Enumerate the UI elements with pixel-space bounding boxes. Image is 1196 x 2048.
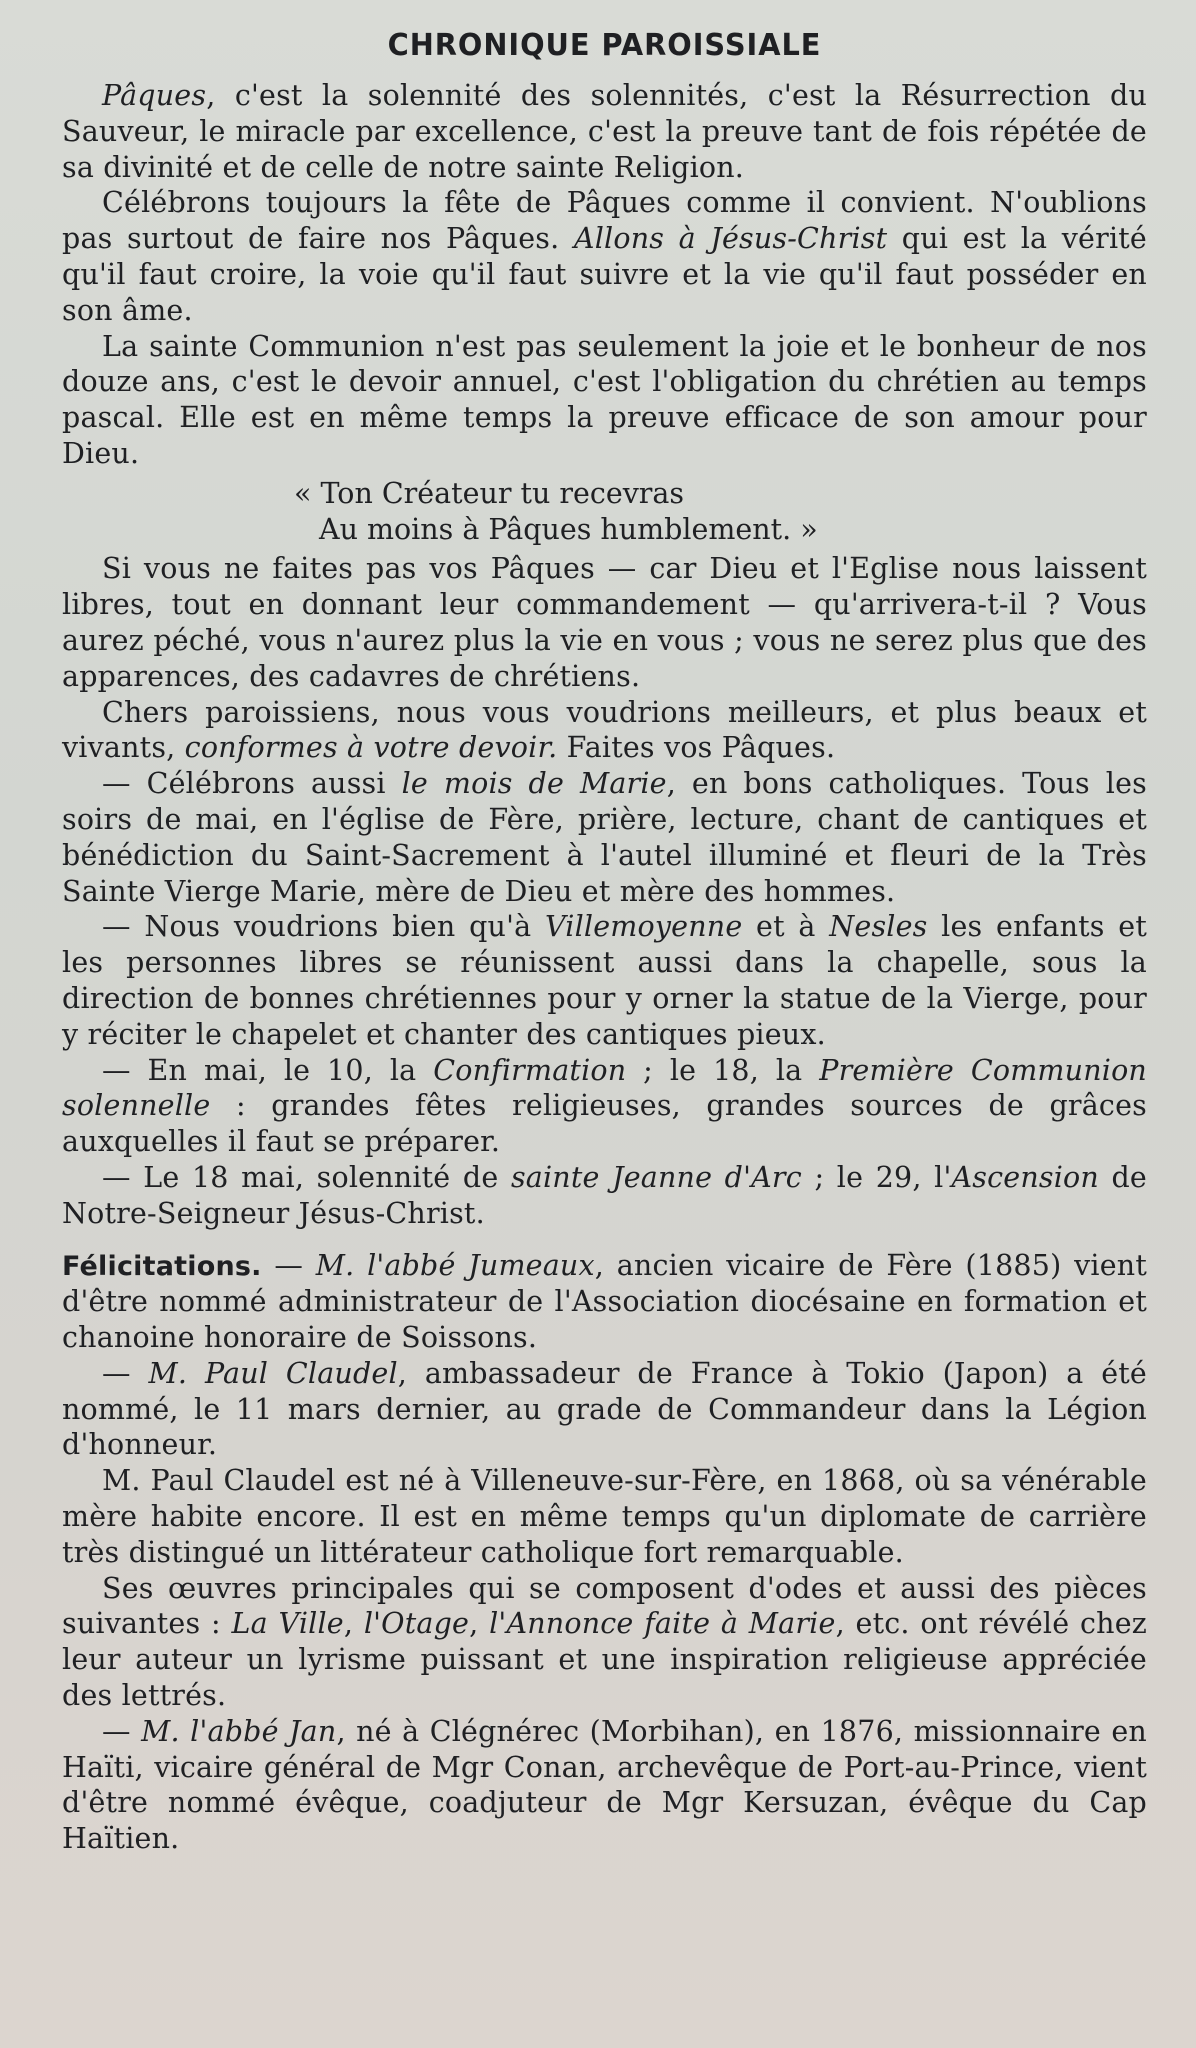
text-run: , en bons catholiques. Tous les soirs de mai, en l'église de Fère, prière, lecture, chant de cantiques et bénédiction du Saint-Sacrement à l'autel illuminé et fleuri de la Très Sainte Vierge Marie, mère de Dieu et mère des hommes. (62, 767, 1147, 908)
italic-text: Allons à Jésus-Christ (573, 222, 888, 256)
text-run: Ses œuvres principales qui se composent d'odes et aussi des pièces suivantes : (62, 1571, 1147, 1641)
paragraph-paul-claudel (62, 1356, 1147, 1463)
text-run: les enfants et les personnes libres se réunissent aussi dans la chapelle, sous la direction de bonnes chrétiennes pour y orner la statue de la Vierge, pour y réciter le chapelet et chanter des cantiques pieux. (62, 910, 1147, 1051)
text-run: Célébrons toujours la fête de Pâques comme il convient. N'oublions pas surtout de faire nos Pâques. (62, 186, 1147, 256)
verse-quote (62, 476, 1147, 548)
text-run: Chers paroissiens, nous vous voudrions meilleurs, et plus beaux et vivants, (62, 695, 1147, 765)
paragraph-mois-de-marie (62, 766, 1147, 909)
document-page (62, 18, 1147, 1857)
text-run: Faites vos Pâques. (557, 731, 836, 765)
text-run: , ancien vicaire de Fère (1885) vient d'être nommé administrateur de l'Association diocésaine en formation et chanoine honoraire de Soissons. (62, 1248, 1147, 1355)
text-run: — Le 18 mai, solennité de (102, 1160, 511, 1194)
text-run: — Nous voudrions bien qu'à (102, 910, 545, 944)
text-run: ; le 29, l' (801, 1160, 952, 1194)
text-run: , etc. ont révélé chez leur auteur un lyrisme puissant et une inspiration religieuse appréciée des lettrés. (62, 1607, 1148, 1713)
text-run: , né à Clégnérec (Morbihan), en 1876, missionnaire en Haïti, vicaire général de Mgr Conan, archevêque de Port-au-Prince, vient d'être nommé évêque, coadjuteur de Mgr Kersuzan, évêque du Cap Haïtien. (62, 1714, 1147, 1856)
paragraph-claudel-bio: M. Paul Claudel est né à Villeneuve-sur-Fère, en 1868, où sa vénérable mère habite encore. Il est en même temps qu'un diplomate de carrière très distingué un littérateur catholique fort remarquable. (62, 1464, 1147, 1569)
text-run: : grandes fêtes religieuses, grandes sources de grâces auxquelles il faut se préparer. (62, 1089, 1147, 1159)
paragraph-communion: La sainte Communion n'est pas seulement la joie et le bonheur de nos douze ans, c'est le devoir annuel, c'est l'obligation du chrétien au temps pascal. Elle est en même temps la preuve efficace de son amour pour Dieu. (62, 329, 1147, 470)
italic-text: M. l'abbé Jumeaux (315, 1248, 595, 1282)
text-run: ; le 18, la (626, 1053, 820, 1087)
text-run: — En mai, le 10, la (102, 1053, 434, 1087)
italic-text: La Ville (231, 1607, 344, 1641)
italic-text: conformes à votre devoir. (184, 731, 558, 765)
paragraph-oeuvres (62, 1571, 1147, 1714)
italic-text: l'Otage (363, 1607, 470, 1641)
paragraph-celebrons (62, 185, 1147, 328)
italic-text: sainte Jeanne d'Arc (510, 1160, 802, 1194)
text-run: — (261, 1248, 316, 1282)
text-run: — (102, 1356, 149, 1390)
paragraph-abbe-jan (62, 1714, 1147, 1857)
paragraph-chers-paroissiens (62, 695, 1147, 767)
italic-text: l'Annonce faite à Marie (489, 1607, 836, 1641)
paragraph-felicitations (62, 1248, 1147, 1356)
italic-text: le mois de Marie (401, 767, 667, 801)
text-run: de Notre-Seigneur Jésus-Christ. (62, 1160, 1147, 1230)
paragraph-paques (62, 78, 1147, 185)
text-run: , (469, 1607, 490, 1641)
text-run: qui est la vérité qu'il faut croire, la voie qu'il faut suivre et la vie qu'il faut posséder en son âme. (62, 222, 1147, 327)
italic-text: Ascension (951, 1160, 1099, 1194)
text-run: , c'est la solennité des solennités, c'est la Résurrection du Sauveur, le miracle par excellence, c'est la preuve tant de fois répétée de sa divinité et de celle de notre sainte Religion. (62, 79, 1147, 184)
italic-text: Nesles (829, 910, 928, 944)
italic-text: M. l'abbé Jan (141, 1714, 337, 1748)
verse-line-1: « Ton Créateur tu recevras (294, 476, 685, 510)
text-run: et à (742, 910, 830, 944)
italic-text: Villemoyenne (544, 910, 743, 944)
text-run: — Célébrons aussi (102, 767, 402, 801)
page-title: CHRONIQUE PAROISSIALE (387, 28, 822, 63)
verse-line-2: Au moins à Pâques humblement. » (319, 512, 818, 546)
paragraph-si-vous: Si vous ne faites pas vos Pâques — car Dieu et l'Eglise nous laissent libres, tout en donnant leur commandement — qu'arrivera-t-il ? Vous aurez péché, vous n'aurez plus la vie en vous ; vous ne serez plus que des apparences, des cadavres de chrétiens. (62, 552, 1147, 693)
section-heading-felicitations: Félicitations. (62, 1250, 262, 1282)
italic-text: Pâques (102, 79, 207, 112)
paragraph-confirmation (62, 1053, 1147, 1160)
paragraph-jeanne-darc (62, 1160, 1147, 1232)
text-run: — (102, 1714, 142, 1748)
italic-text: M. Paul Claudel (148, 1356, 398, 1390)
text-run: , ambassadeur de France à Tokio (Japon) a été nommé, le 11 mars dernier, au grade de Commandeur dans la Légion d'honneur. (62, 1356, 1147, 1462)
paragraph-villemoyenne (62, 909, 1147, 1052)
italic-text: Première Communion solennelle (62, 1053, 1147, 1123)
text-run: , (343, 1607, 364, 1641)
italic-text: Confirmation (433, 1053, 627, 1087)
